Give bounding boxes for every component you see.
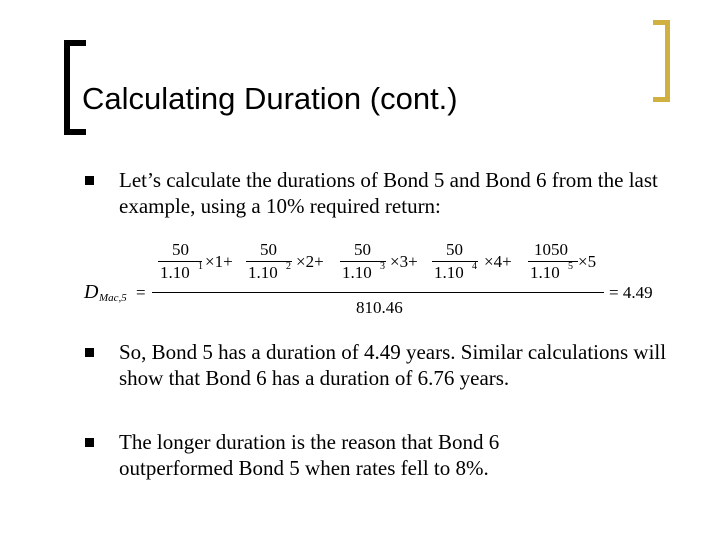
term-operator: ×1+	[205, 252, 233, 271]
formula-equals: =	[136, 283, 146, 302]
main-fraction-bar	[152, 292, 604, 293]
term-operator: ×4+	[484, 252, 512, 271]
term-exponent: 5	[568, 261, 573, 272]
term-exponent: 2	[286, 261, 291, 272]
term-base: 1.10	[530, 263, 560, 282]
term-operator: ×3+	[390, 252, 418, 271]
term-numerator: 50	[446, 240, 463, 259]
term-numerator: 50	[172, 240, 189, 259]
bullet-text: Let’s calculate the durations of Bond 5 and Bond 6 from the last example, using a 10% required return:	[119, 168, 658, 218]
bullet-text: So, Bond 5 has a duration of 4.49 years. Similar calculations will show that Bond 6 has a duration of 6.76 years.	[119, 340, 667, 390]
term-base: 1.10	[248, 263, 278, 282]
term-numerator: 1050	[534, 240, 568, 259]
formula-denominator: 810.46	[356, 298, 403, 317]
term-base: 1.10	[342, 263, 372, 282]
term-exponent: 4	[472, 261, 477, 272]
term-fraction-bar	[158, 261, 202, 262]
term-operator: ×2+	[296, 252, 324, 271]
bullet-text: The longer duration is the reason that Bond 6 outperformed Bond 5 when rates fell to 8%.	[119, 430, 500, 480]
term-base: 1.10	[434, 263, 464, 282]
term-base: 1.10	[160, 263, 190, 282]
slide-title: Calculating Duration (cont.)	[82, 81, 458, 116]
term-numerator: 50	[354, 240, 371, 259]
formula-lhs-symbol: D	[84, 281, 99, 303]
term-operator: ×5	[578, 252, 597, 271]
bullet-marker	[85, 348, 94, 357]
bullet-marker	[85, 438, 94, 447]
term-exponent: 1	[198, 261, 203, 272]
formula-result: = 4.49	[609, 283, 653, 302]
bullet-marker	[85, 176, 94, 185]
term-numerator: 50	[260, 240, 277, 259]
term-exponent: 3	[380, 261, 385, 272]
formula-lhs-subscript: Mac,5	[99, 292, 127, 304]
